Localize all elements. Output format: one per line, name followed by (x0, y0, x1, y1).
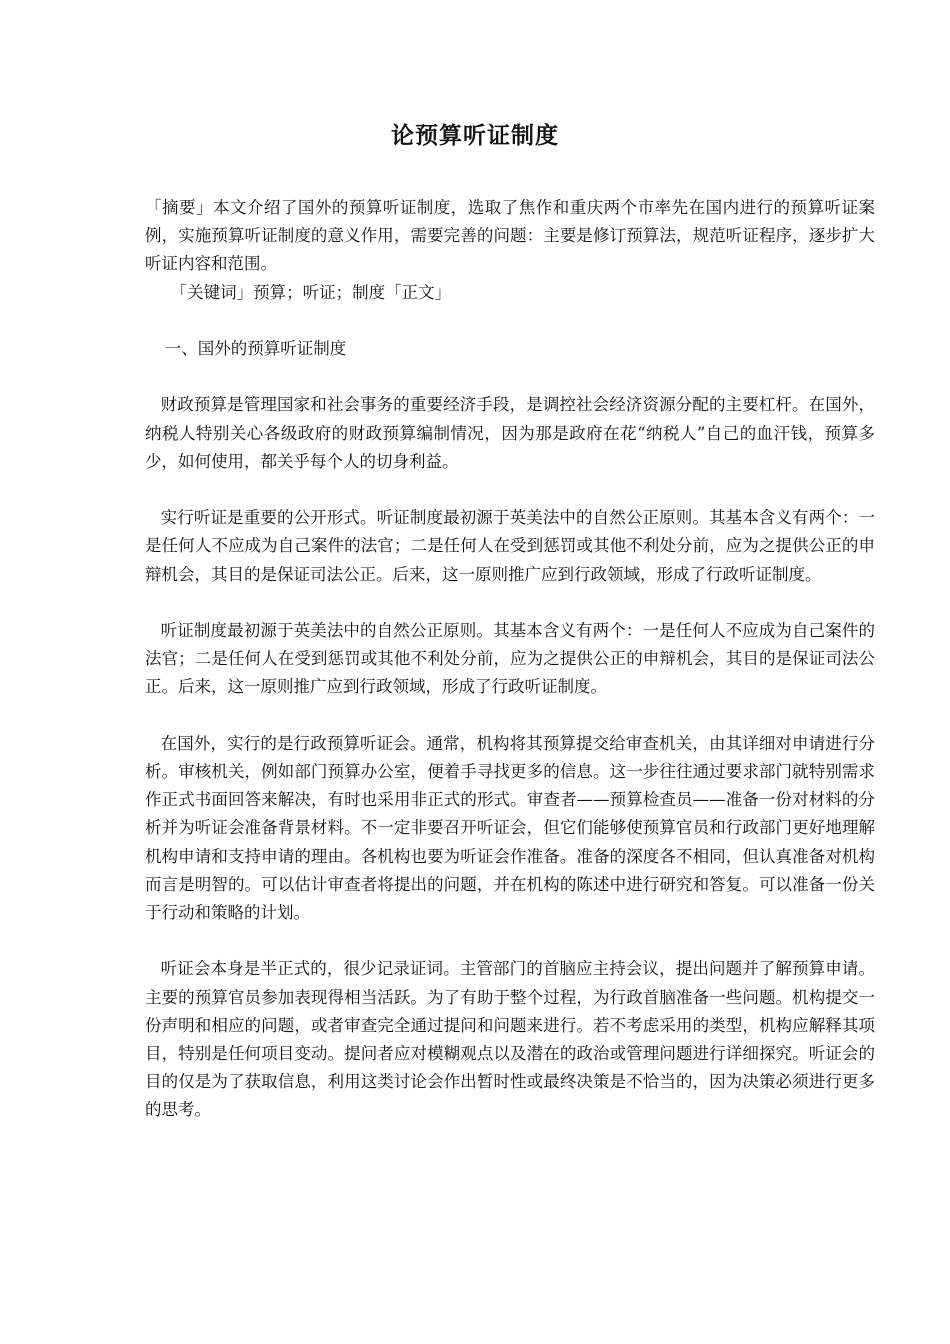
body-paragraph-2: 实行听证是重要的公开形式。听证制度最初源于英美法中的自然公正原则。其基本含义有两个：一是任何人不应成为自己案件的法官；二是任何人在受到惩罚或其他不利处分前，应为之提供公正的申辩机会，其目的是保证司法公正。后来，这一原则推广应到行政领域，形成了行政听证制度。 (145, 508, 875, 584)
keywords-line: 「关键词」预算；听证；制度「正文」 (170, 282, 452, 302)
section-heading: 一、国外的预算听证制度 (164, 339, 347, 358)
body-paragraph-1: 财政预算是管理国家和社会事务的重要经济手段，是调控社会经济资源分配的主要杠杆。在国外，纳税人特别关心各级政府的财政预算编制情况，因为那是政府在花“纳税人”自己的血汗钱，预算多少，如何使用，都关乎每个人的切身利益。 (145, 395, 875, 471)
body-paragraph-4: 在国外，实行的是行政预算听证会。通常，机构将其预算提交给审查机关，由其详细对申请进行分析。审核机关，例如部门预算办公室，便着手寻找更多的信息。这一步往往通过要求部门就特别需求作正式书面回答来解决，有时也采用非正式的形式。审查者——预算检查员——准备一份对材料的分析并为听证会准备背景材料。不一定非要召开听证会，但它们能够使预算官员和行政部门更好地理解机构申请和支持申请的理由。各机构也要为听证会作准备。准备的深度各不相同，但认真准备对机构而言是明智的。可以估计审查者将提出的问题，并在机构的陈述中进行研究和答复。可以准备一份关于行动和策略的计划。 (145, 733, 875, 922)
document-body (145, 194, 875, 1125)
body-paragraph-3: 听证制度最初源于英美法中的自然公正原则。其基本含义有两个：一是任何人不应成为自己案件的法官；二是任何人在受到惩罚或其他不利处分前，应为之提供公正的申辩机会，其目的是保证司法公正。后来，这一原则推广应到行政领域，形成了行政听证制度。 (145, 620, 875, 697)
body-paragraph-5: 听证会本身是半正式的，很少记录证词。主管部门的首脑应主持会议，提出问题并了解预算申请。主要的预算官员参加表现得相当活跃。为了有助于整个过程，为行政首脑准备一些问题。机构提交一份声明和相应的问题，或者审查完全通过提问和问题来进行。若不考虑采用的类型，机构应解释其项目，特别是任何项目变动。提问者应对模糊观点以及潜在的政治或管理问题进行详细探究。听证会的目的仅是为了获取信息，利用这类讨论会作出暂时性或最终决策是不恰当的，因为决策必须进行更多的思考。 (145, 959, 875, 1120)
abstract-paragraph: 「摘要」本文介绍了国外的预算听证制度，选取了焦作和重庆两个市率先在国内进行的预算听证案例，实施预算听证制度的意义作用，需要完善的问题：主要是修订预算法，规范听证程序，逐步扩大听证内容和范围。 (145, 198, 875, 274)
document-title: 论预算听证制度 (391, 122, 559, 149)
